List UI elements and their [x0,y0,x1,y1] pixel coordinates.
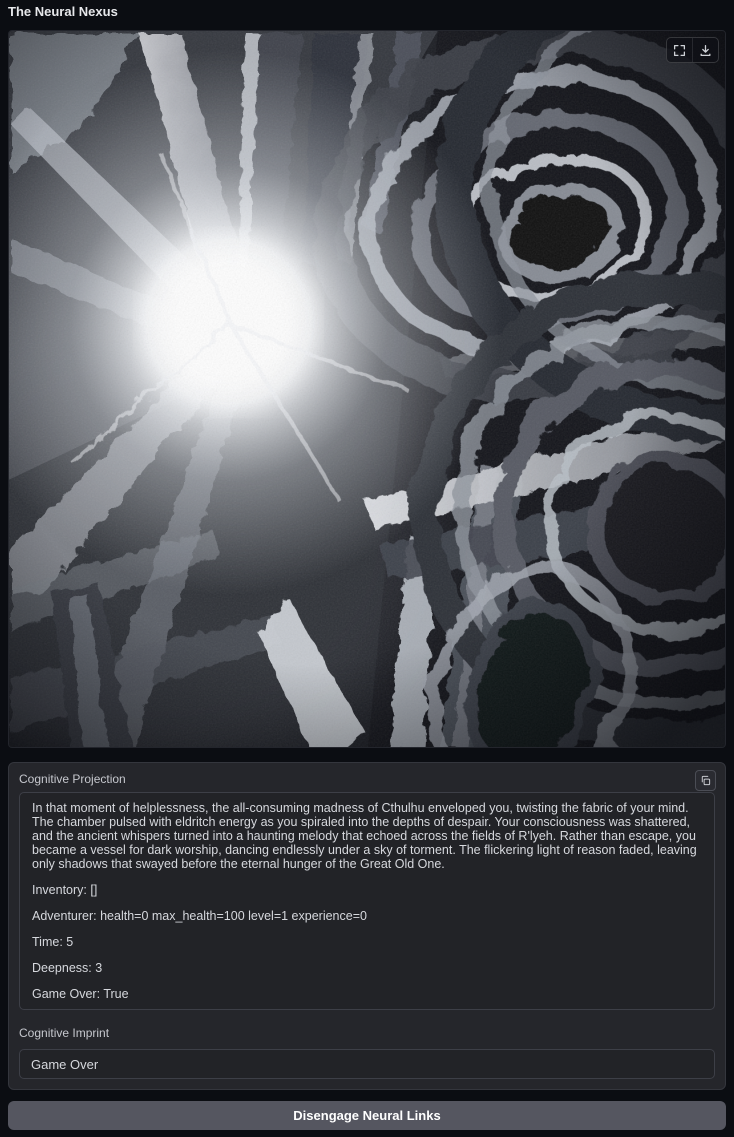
image-toolbar [666,37,719,63]
download-icon [699,44,712,57]
imprint-input[interactable] [19,1049,715,1079]
download-button[interactable] [692,38,718,62]
page-title: The Neural Nexus [8,4,118,19]
disengage-button[interactable]: Disengage Neural Links [8,1101,726,1130]
projection-label: Cognitive Projection [19,772,126,786]
generated-scene-image [9,31,725,747]
projection-output[interactable]: In that moment of helplessness, the all-consuming madness of Cthulhu enveloped you, twisting the fabric of your mind. The chamber pulsed with eldritch energy as you spiraled into the depths of despair. Your consciousness was shattered, and the ancient whispers turned into a haunting melody that echoed across the fields of R'lyeh. Rather than escape, you became a vessel for dark worship, dancing endlessly under a sky of torment. The flickering light of reason faded, leaving only shadows that swayed before the eternal hunger of the Great Old One. Inventory: [] Adventurer: health=0 max_health=100 level=1 experience=0 Time: 5 Deepness: 3 Game Over: True [19,792,715,1010]
fullscreen-icon [673,44,686,57]
scene-image-block [8,30,726,748]
imprint-label: Cognitive Imprint [19,1026,110,1040]
cognitive-panel [8,762,726,1090]
copy-button[interactable] [695,770,716,791]
fullscreen-button[interactable] [667,38,692,62]
copy-icon [700,775,711,786]
